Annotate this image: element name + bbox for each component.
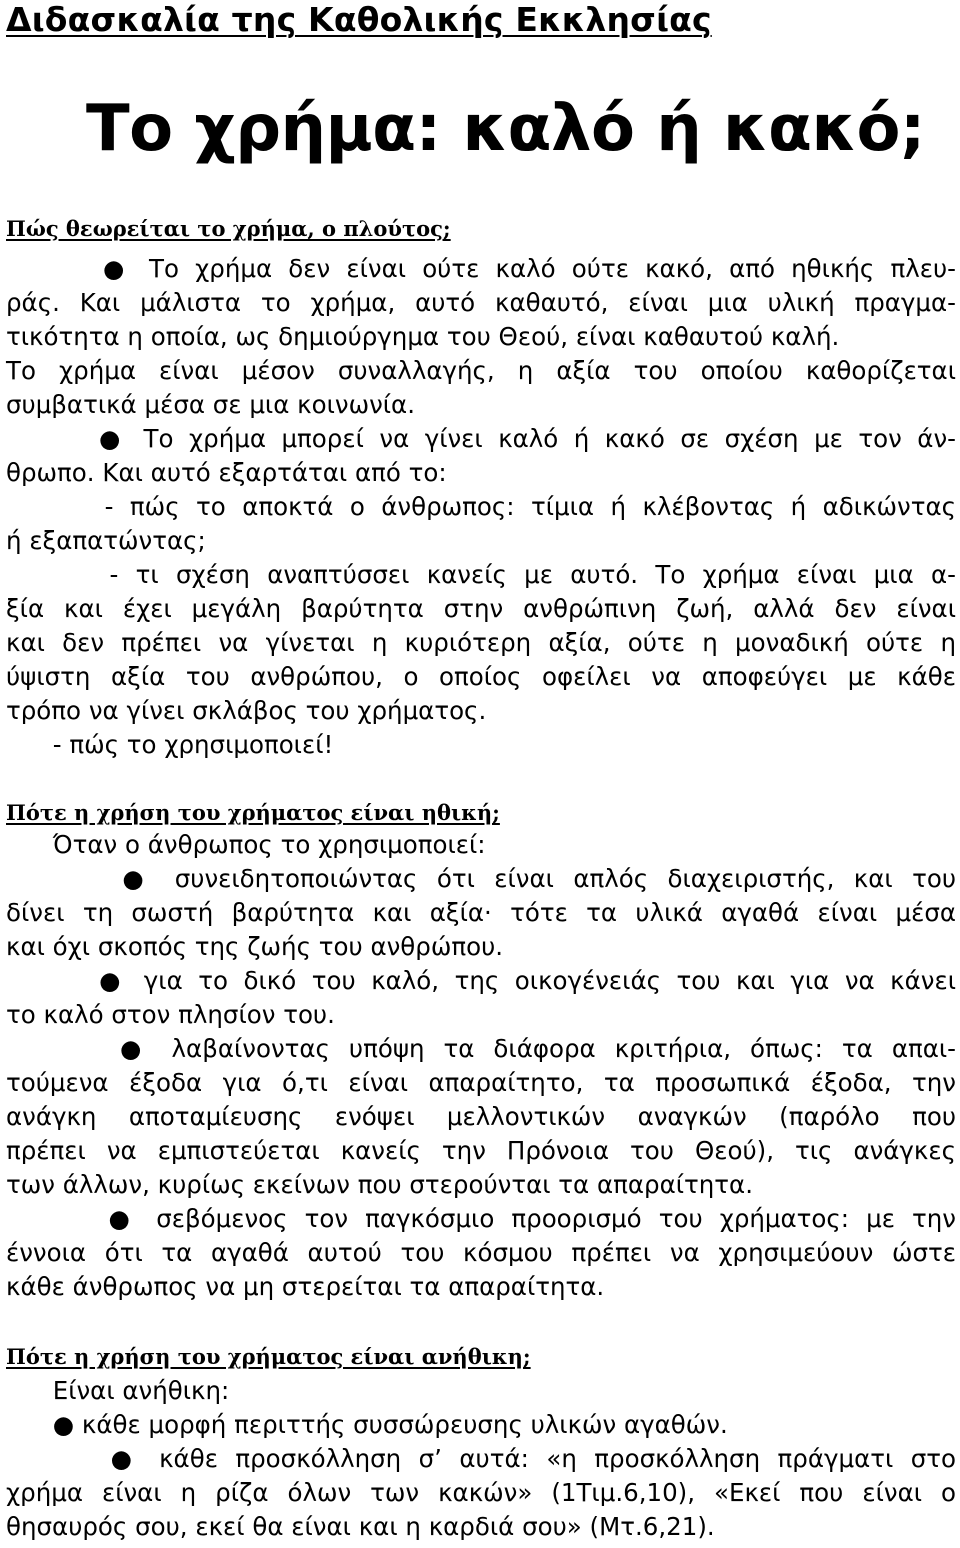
text-line: ● κάθε μορφή περιττής συσσώρευσης υλικών αγαθών. [6, 1410, 728, 1439]
text-line: ● σεβόμενος τον παγκόσμιο προορισμό του χρήματος: με την [6, 1204, 956, 1233]
text-line: Είναι ανήθικη: [6, 1376, 230, 1405]
text-line: ● Το χρήμα δεν είναι ούτε καλό ούτε κακό, από ηθικής πλευ- [6, 254, 956, 283]
text-line: των άλλων, κυρίως εκείνων που στερούνται τα απαραίτητα. [6, 1170, 753, 1199]
text-line: κάθε άνθρωπος να μη στερείται τα απαραίτητα. [6, 1272, 605, 1301]
text-line: ή εξαπατώντας; [6, 526, 206, 555]
text-line: ράς. Και μάλιστα το χρήμα, αυτό καθαυτό, είναι μια υλική πραγμα- [6, 288, 956, 317]
text-line: - πώς το χρησιμοποιεί! [6, 730, 334, 759]
text-line: ● Το χρήμα μπορεί να γίνει καλό ή κακό σε σχέση με τον άν- [6, 424, 956, 453]
text-line: ● κάθε προσκόλληση σ’ αυτά: «η προσκόλληση πράγματι στο [6, 1444, 956, 1473]
section-body-ethical-use [6, 828, 956, 1304]
document-title: Το χρήμα: καλό ή κακό; [86, 92, 925, 166]
text-line: θησαυρός σου, εκεί θα είναι και η καρδιά σου» (Μτ.6,21). [6, 1512, 715, 1541]
section-heading-how-considered: Πώς θεωρείται το χρήμα, ο πλούτος; [6, 216, 451, 241]
text-line: πρέπει να εμπιστεύεται κανείς την Πρόνοια του Θεού), τις ανάγκες [6, 1136, 956, 1165]
text-line: ανάγκη αποταμίευσης ενόψει μελλοντικών αναγκών (παρόλο που [6, 1102, 956, 1131]
section-heading-ethical-use: Πότε η χρήση του χρήματος είναι ηθική; [6, 800, 500, 825]
text-line: θρωπο. Και αυτό εξαρτάται από το: [6, 458, 447, 487]
text-line: ● συνειδητοποιώντας ότι είναι απλός διαχειριστής, και του [6, 864, 956, 893]
text-line: Όταν ο άνθρωπος το χρησιμοποιεί: [6, 830, 486, 859]
text-line: συμβατικά μέσα σε μια κοινωνία. [6, 390, 415, 419]
text-line: ● για το δικό του καλό, της οικογένειάς του και για να κάνει [6, 966, 956, 995]
text-line: ξία και έχει μεγάλη βαρύτητα στην ανθρώπινη ζωή, αλλά δεν είναι [6, 594, 956, 623]
text-line: χρήμα είναι η ρίζα όλων των κακών» (1Τιμ.6,10), «Εκεί που είναι ο [6, 1478, 956, 1507]
text-line: και όχι σκοπός της ζωής του ανθρώπου. [6, 932, 504, 961]
text-line: έννοια ότι τα αγαθά αυτού του κόσμου πρέπει να χρησιμεύουν ώστε [6, 1238, 956, 1267]
text-line: - τι σχέση αναπτύσσει κανείς με αυτό. Το χρήμα είναι μια α- [6, 560, 956, 589]
text-line: τικότητα η οποία, ως δημιούργημα του Θεού, είναι καθαυτού καλή. [6, 322, 840, 351]
section-body-how-considered [6, 252, 956, 762]
text-line: τρόπο να γίνει σκλάβος του χρήματος. [6, 696, 487, 725]
text-line: ● λαβαίνοντας υπόψη τα διάφορα κριτήρια, όπως: τα απαι- [6, 1034, 956, 1063]
text-line: και δεν πρέπει να γίνεται η κυριότερη αξία, ούτε η μοναδική ούτε η [6, 628, 956, 657]
text-line: δίνει τη σωστή βαρύτητα και αξία· τότε τα υλικά αγαθά είναι μέσα [6, 898, 956, 927]
section-heading-unethical-use: Πότε η χρήση του χρήματος είναι ανήθικη; [6, 1344, 531, 1369]
text-line: το καλό στον πλησίον του. [6, 1000, 335, 1029]
section-body-unethical-use [6, 1374, 956, 1544]
text-line: Το χρήμα είναι μέσον συναλλαγής, η αξία του οποίου καθορίζεται [6, 356, 956, 385]
text-line: τούμενα έξοδα για ό,τι είναι απαραίτητο, τα προσωπικά έξοδα, την [6, 1068, 956, 1097]
text-line: - πώς το αποκτά ο άνθρωπος: τίμια ή κλέβοντας ή αδικώντας [6, 492, 956, 521]
text-line: ύψιστη αξία του ανθρώπου, ο οποίος οφείλει να αποφεύγει με κάθε [6, 662, 956, 691]
document-header: Διδασκαλία της Καθολικής Εκκλησίας [6, 0, 712, 39]
